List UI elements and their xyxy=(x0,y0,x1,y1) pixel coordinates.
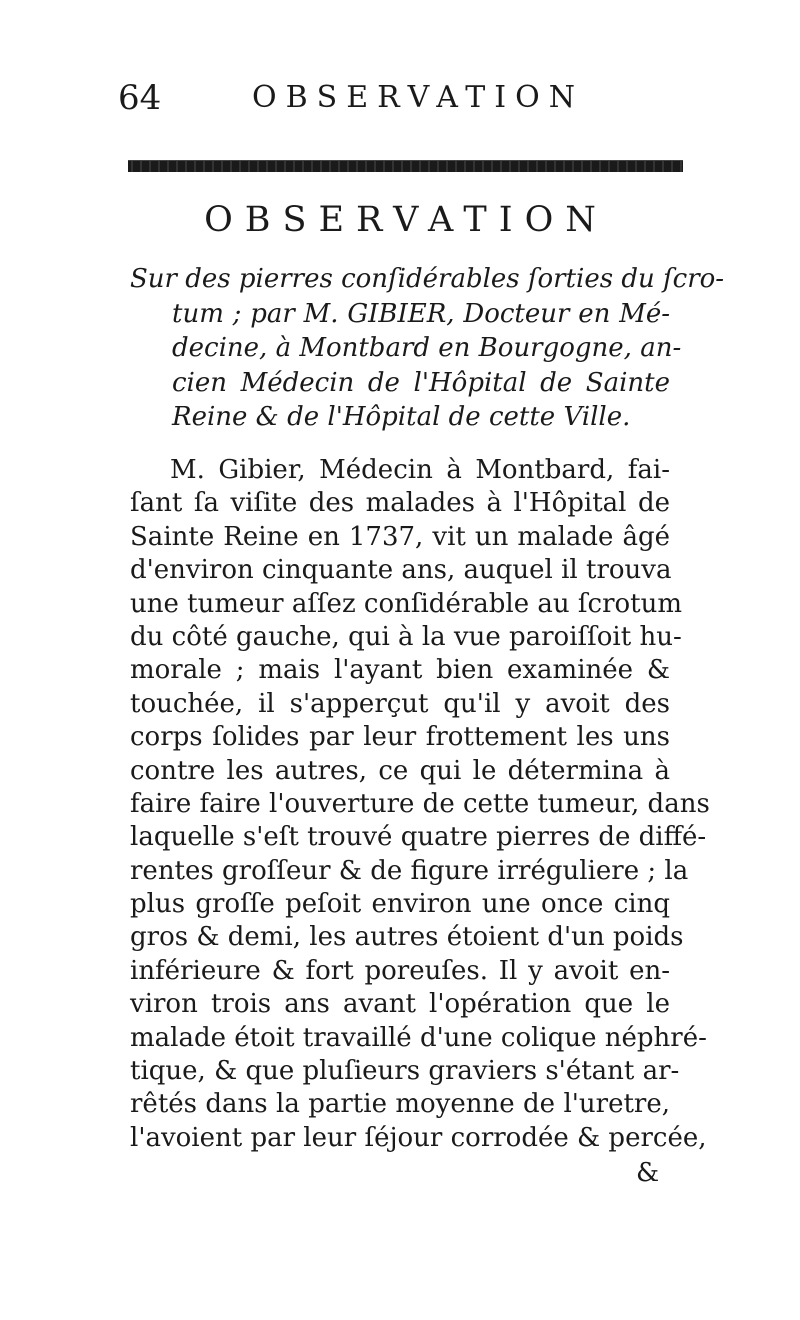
decorative-rule xyxy=(128,160,683,172)
text-line: gros & demi, les autres étoient d'un poids xyxy=(130,922,684,953)
catchword: & xyxy=(636,1158,660,1188)
text-line: touchée, il s'apperçut qu'il y avoit des xyxy=(130,688,670,719)
text-line: d'environ cinquante ans, auquel il trouva xyxy=(130,555,672,586)
article-title: OBSERVATION xyxy=(204,200,608,240)
text-line: l'avoient par leur ſéjour corrodée & percée, xyxy=(130,1122,707,1153)
text-line: faire faire l'ouverture de cette tumeur, dans xyxy=(130,788,710,819)
subtitle-line: Sur des pierres conſidérables ſorties du ſcro- xyxy=(130,264,725,294)
text-line: M. Gibier, Médecin à Montbard, fai- xyxy=(170,455,670,485)
text-line: ſant ſa viſite des malades à l'Hôpital de xyxy=(130,488,670,519)
page-number: 64 xyxy=(118,78,162,118)
text-line: une tumeur aſſez conſidérable au ſcrotum xyxy=(130,588,683,619)
running-head xyxy=(118,78,678,118)
subtitle-line: cien Médecin de l'Hôpital de Sainte xyxy=(172,367,670,398)
text-line: rêtés dans la partie moyenne de l'uretre, xyxy=(130,1089,670,1120)
text-line: Sainte Reine en 1737, vit un malade âgé xyxy=(130,521,670,552)
text-line: morale ; mais l'ayant bien examinée & xyxy=(130,655,670,686)
subtitle-line: decine, à Montbard en Bourgogne, an- xyxy=(172,333,682,363)
text-line: contre les autres, ce qui le détermina à xyxy=(130,755,670,786)
text-line: malade étoit travaillé d'une colique néphré- xyxy=(130,1022,707,1053)
running-title: OBSERVATION xyxy=(252,80,584,115)
article-subtitle xyxy=(130,262,725,435)
text-line: inférieure & fort poreuſes. Il y avoit en- xyxy=(130,955,670,986)
body-text xyxy=(130,454,710,1155)
text-line: laquelle s'eſt trouvé quatre pierres de diffé- xyxy=(130,822,707,853)
text-line: plus groſſe peſoit environ une once cinq xyxy=(130,889,670,920)
text-line: corps ſolides par leur frottement les uns xyxy=(130,722,670,753)
subtitle-line: tum ; par M. GIBIER, Docteur en Mé- xyxy=(172,298,670,329)
text-line: tique, & que pluſieurs graviers s'étant ar- xyxy=(130,1056,680,1087)
text-line: viron trois ans avant l'opération que le xyxy=(130,989,670,1020)
text-line: du côté gauche, qui à la vue paroiſſoit hu- xyxy=(130,621,682,652)
text-line: rentes groſſeur & de figure irréguliere ; la xyxy=(130,855,689,886)
subtitle-line: Reine & de l'Hôpital de cette Ville. xyxy=(172,402,631,432)
